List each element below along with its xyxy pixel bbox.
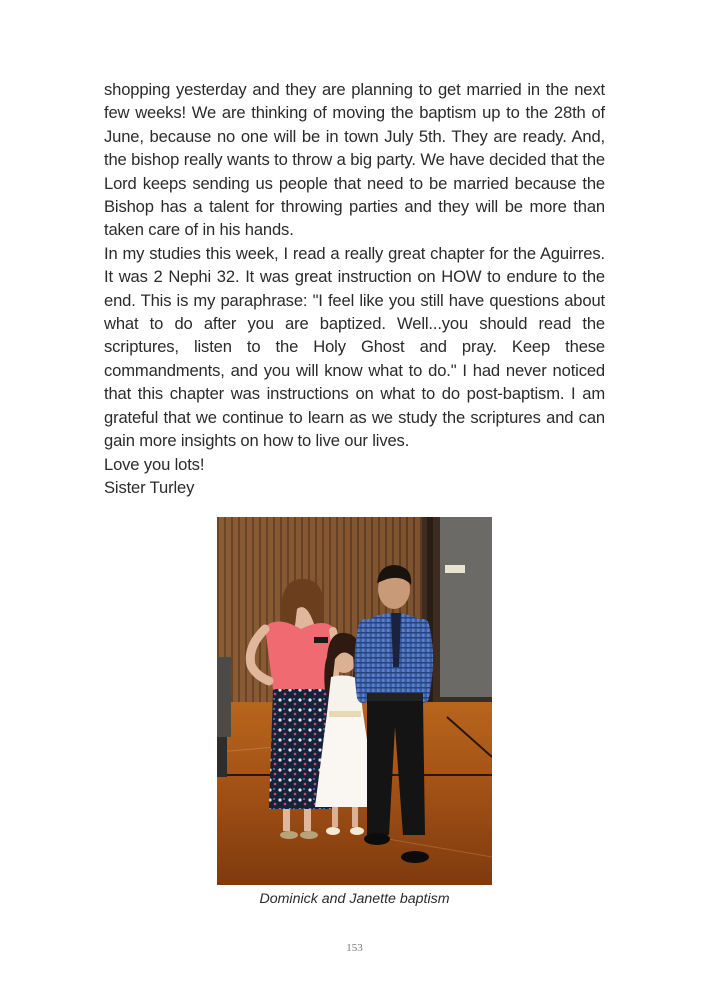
page-number: 153 xyxy=(346,942,363,954)
paragraph-studies: In my studies this week, I read a really great chapter for the Aguirres. It was 2 Nephi 32. It was great instruction on HOW to endure to the end. This is my paraphrase: "I feel like you still have questions about what to do after you are baptized. Well...you should read the scriptures, listen to the Holy Ghost and pray. Keep these commandments, and you will know what to do." I had never noticed that this chapter was instructions on what to do post-baptism. I am grateful that we continue to learn as we study the scriptures and can gain more insights on how to live our lives. xyxy=(104,243,605,451)
closing-line: Love you lots! xyxy=(104,454,205,474)
baptism-photo xyxy=(217,517,492,885)
signature: Sister Turley xyxy=(104,477,195,497)
paragraph-wedding-baptism: shopping yesterday and they are planning to get married in the next few weeks! We are thinking of moving the baptism up to the 28th of June, because no one will be in town July 5th. They are ready. And, the bishop really wants to throw a big party. We have decided that the Lord keeps sending us people that need to be married because the Bishop has a talent for throwing parties and they will be more than taken care of in his hands. xyxy=(104,80,605,240)
photo-caption: Dominick and Janette baptism xyxy=(259,891,450,907)
letter-body xyxy=(104,78,605,499)
